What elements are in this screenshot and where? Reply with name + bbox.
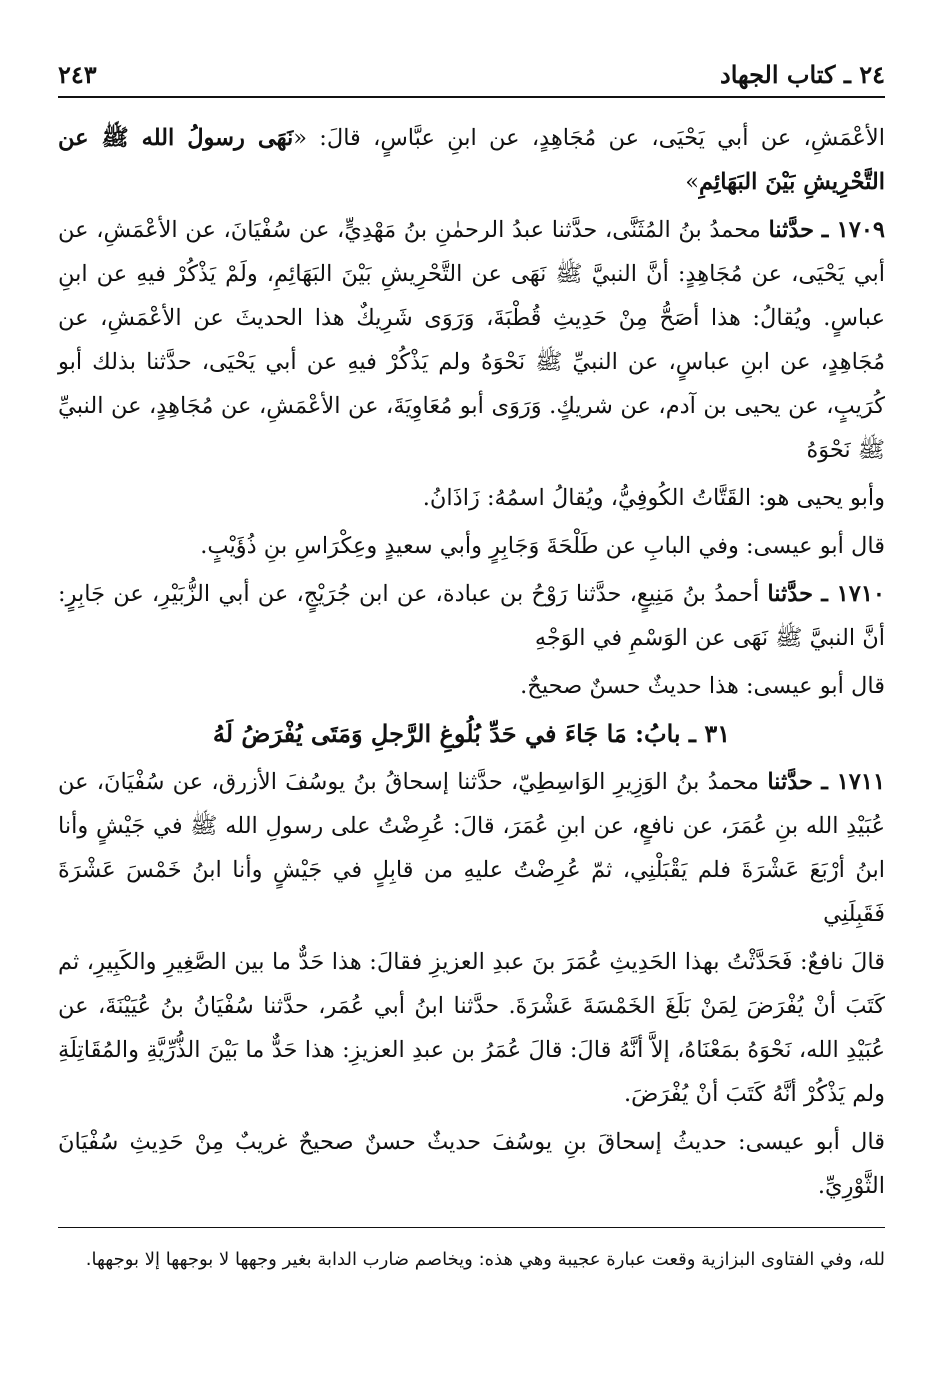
section-heading: ٣١ ـ بابُ: مَا جَاءَ في حَدِّ بُلُوغِ الرَّجلِ وَمَتَى يُفْرَضُ لَهُ <box>212 719 731 748</box>
page-body <box>58 116 885 1208</box>
haddathana-label: حدَّثنا <box>767 581 814 607</box>
paragraph <box>58 116 885 204</box>
paragraph: قال أبو عيسى: وفي البابِ عن طَلْحَةَ وَجَابِرٍ وأبي سعيدٍ وعِكْرَاسِ بنِ ذُؤَيْبٍ. <box>200 533 885 559</box>
haddathana-label: حدَّثنا <box>767 769 813 795</box>
hadith-1709 <box>58 208 885 472</box>
hadith-number: ١٧٠٩ ـ <box>821 217 885 243</box>
page-header <box>58 60 885 98</box>
chapter-title: ٢٤ ـ كتاب الجهاد <box>720 60 885 89</box>
hadith-text: محمدُ بنُ الوَزِيرِ الوَاسِطِيّ، حدَّثنا إسحاقُ بنُ يوسُفَ الأزرق، عن سُفْيَانَ، عن عُبَيْدِ الله بنِ عُمَرَ، عن نافعٍ، عن ابنِ عُمَرَ، قالَ: عُرِضْتُ على رسولِ الله ﷺ في جَيْشٍ وأنا ابنُ أرْبَعَ عَشْرَةَ فلم يَقْبَلْنِي، ثمّ عُرِضْتُ عليهِ من قابِلٍ في جَيْشٍ وأنا ابنُ خَمْسَ عَشْرَةَ فَقَبِلَنِي <box>58 769 885 927</box>
footnote-divider <box>58 1227 885 1228</box>
paragraph: قال أبو عيسى: حديثُ إسحاقَ بنِ يوسُفَ حديثٌ حسنٌ صحيحٌ غريبٌ مِنْ حَدِيثِ سُفْيَانَ الثَّوْرِيِّ. <box>58 1129 885 1199</box>
paragraph: وأبو يحيى هو: القَتَّاتُ الكُوفِيُّ، ويُقالُ اسمُهُ: زَاذَانُ. <box>422 485 885 511</box>
footnote: لله، وفي الفتاوى البزازية وقعت عبارة عجيبة وهي هذه: ويخاصم ضارب الدابة بغير وجهها لا بوجهها إلا بوجهها. <box>85 1249 885 1270</box>
hadith-text: أحمدُ بنُ مَنِيعٍ، حدَّثنا رَوْحُ بن عبادة، عن ابن جُرَيْجٍ، عن أبي الزُّبَيْرِ، عن جَابِرٍ: أنَّ النبيَّ ﷺ نَهَى عن الوَسْمِ في الوَجْهِ <box>58 581 885 651</box>
paragraph: قال أبو عيسى: هذا حديثٌ حسنٌ صحيحٌ. <box>520 673 885 699</box>
hadith-text: محمدُ بنُ المُثَنَّى، حدَّثنا عبدُ الرحمٰنِ بنُ مَهْدِيٍّ، عن سُفْيَانَ، عن الأعْمَشِ، عن أبي يَحْيَى، عن مُجَاهِدٍ: أنَّ النبيَّ ﷺ نَهَى عن التَّحْرِيشِ بَيْنَ البَهَائِمِ، ولَمْ يَذْكُرْ فيهِ عن ابنِ عباسٍ. ويُقالُ: هذا أصَحُّ مِنْ حَدِيثِ قُطْبَةَ، وَرَوَى شَرِيكٌ هذا الحديثَ عن الأعْمَشِ، عن مُجَاهِدٍ، عن ابنِ عباسٍ، عن النبيِّ ﷺ نَحْوَهُ ولم يَذْكُرْ فيهِ عن أبي يَحْيَى، حدَّثنا بذلك أبو كُرَيبٍ، عن يحيى بن آدم، عن شريكٍ. وَرَوَى أبو مُعَاوِيَةَ، عن الأعْمَشِ، عن مُجَاهِدٍ، عن النبيِّ ﷺ نَحْوَهُ <box>58 217 885 463</box>
hadith-number: ١٧١٠ ـ <box>821 581 885 607</box>
hadith-quote: نَهَى رسولُ الله ﷺ عن التَّحْرِيشِ بَيْنَ البَهَائِمِ <box>58 125 885 195</box>
quote-close: » <box>685 169 699 195</box>
hadith-number: ١٧١١ ـ <box>821 769 886 795</box>
hadith-1711 <box>58 760 885 936</box>
page-number: ٢٤٣ <box>58 60 97 89</box>
paragraph: قالَ نافعٌ: فَحَدَّثْتُ بهذا الحَدِيثِ عُمَرَ بنَ عبدِ العزيزِ فقالَ: هذا حَدٌّ ما بين الصَّغِيرِ والكَبِيرِ، ثم كَتَبَ أنْ يُفْرَضَ لِمَنْ بَلَغَ الخَمْسَةَ عَشْرَةَ. حدَّثنا ابنُ أبي عُمَر، حدَّثنا سُفْيَانُ بنُ عُيَيْنَةَ، عن عُبَيْدِ الله، نَحْوَهُ بمَعْنَاهُ، إلاَّ أنَّهُ قالَ: قالَ عُمَرُ بن عبدِ العزيزِ: هذا حَدٌّ ما بَيْنَ الذُّرِّيَّةِ والمُقَاتِلَةِ ولم يَذْكُرْ أنَّهُ كَتَبَ أنْ يُفْرَضَ. <box>58 949 885 1107</box>
hadith-chain: الأعْمَشِ، عن أبي يَحْيَى، عن مُجَاهِدٍ، عن ابنِ عبَّاسٍ، قالَ: « <box>293 125 885 151</box>
haddathana-label: حدَّثنا <box>768 217 815 243</box>
hadith-1710 <box>58 572 885 660</box>
book-page <box>58 60 885 1343</box>
